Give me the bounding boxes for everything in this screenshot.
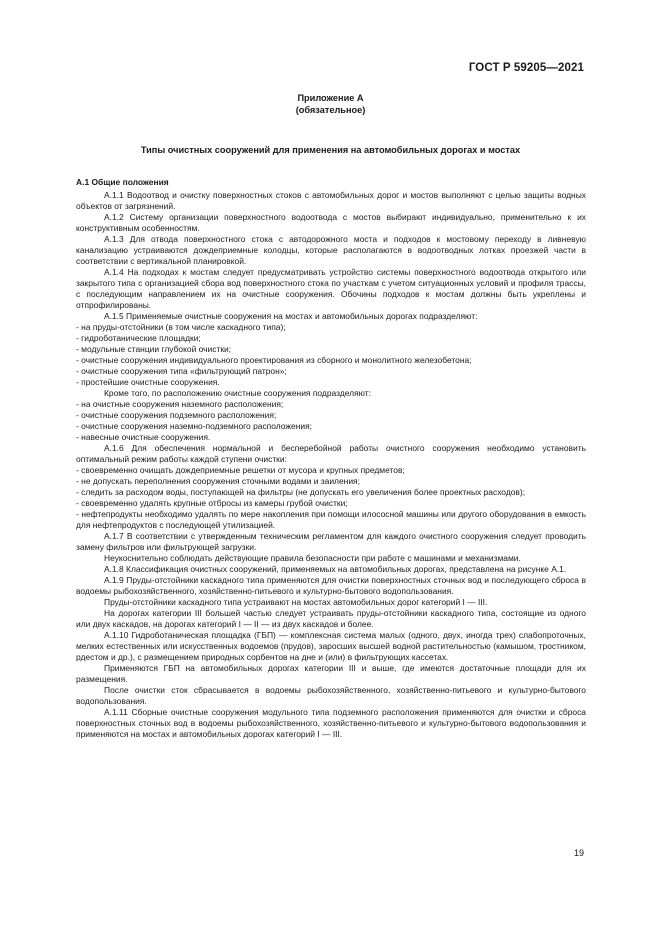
- annex-block: [0, 92, 661, 116]
- paragraph: Кроме того, по расположению очистные сооружения подразделяют:: [104, 387, 371, 398]
- paragraph: А.1.8 Классификация очистных сооружений, применяемых на автомобильных дорогах, представлена на рисунке А.1.: [104, 564, 567, 575]
- list-item: - очистные сооружения наземно-подземного расположения;: [76, 420, 312, 431]
- paragraph: Неукоснительно соблюдать действующие правила безопасности при работе с машинами и механизмами.: [104, 553, 521, 564]
- document-body: [76, 177, 586, 740]
- paragraph: А.1.7 В соответствии с утвержденным техническим регламентом для каждого очистного сооружения следует проводить замену фильтров или фильтрующей загрузки.: [76, 531, 586, 553]
- list-item: - простейшие очистные сооружения.: [76, 376, 220, 387]
- paragraph: А.1.6 Для обеспечения нормальной и бесперебойной работы очистного сооружения необходимо установить оптимальный режим работы каждой ступени очистки:: [76, 442, 586, 464]
- paragraph: А.1.2 Систему организации поверхностного водоотвода с мостов выбирают индивидуально, применительно к их конструктивным особенностям.: [76, 211, 586, 233]
- page-number: 19: [573, 848, 584, 858]
- list-item: - навесные очистные сооружения.: [76, 431, 211, 442]
- list-item: - нефтепродукты необходимо удалять по мере накопления при помощи илососной машины или другого оборудования в емкость для нефтепродуктов с последующей утилизацией.: [76, 508, 586, 530]
- list-item: - очистные сооружения типа «фильтрующий патрон»;: [76, 365, 287, 376]
- list-item: - не допускать переполнения сооружения сточными водами и заиления;: [76, 475, 360, 486]
- annex-heading: Типы очистных сооружений для применения на автомобильных дорогах и мостах: [140, 145, 521, 155]
- paragraph: А.1.5 Применяемые очистные сооружения на мостах и автомобильных дорогах подразделяют:: [104, 310, 478, 321]
- paragraph: Пруды-отстойники каскадного типа устраивают на мостах автомобильных дорог категорий I — III.: [104, 597, 488, 608]
- paragraph: На дорогах категории III большей частью следует устраивать пруды-отстойники каскадного типа, состоящие из одного или двух каскадов, на дорогах категорий I — II — из двух каскадов и более.: [76, 608, 586, 630]
- list-item: - очистные сооружения подземного расположения;: [76, 409, 277, 420]
- list-item: - следить за расходом воды, поступающей на фильтры (не допускать его увеличения более проектных расходов);: [76, 486, 526, 497]
- paragraph: А.1.4 На подходах к мостам следует предусматривать устройство системы поверхностного водоотвода открытого или закрытого типа с организацией сбора вод поверхностного стока по участкам с учетом ситуационных условий и профиля трассы, с последующим направлением их на очистные сооружения. Обочины подходов к мостам должны быть укреплены и отпрофилированы.: [76, 266, 586, 310]
- list-item: - на пруды-отстойники (в том числе каскадного типа);: [76, 321, 286, 332]
- section-title: А.1 Общие положения: [76, 177, 169, 187]
- paragraph: После очистки сток сбрасывается в водоемы рыбохозяйственного, хозяйственно-питьевого и культурно-бытового водопользования.: [76, 685, 586, 707]
- list-item: - на очистные сооружения наземного расположения;: [76, 398, 284, 409]
- paragraph: А.1.3 Для отвода поверхностного стока с автодорожного моста и подходов к мостовому переходу в ливневую канализацию устраиваются дождеприемные колодцы, которые располагаются в водоотводных лотках проезжей части в соответствии с вертикальной планировкой.: [76, 233, 586, 266]
- document-code: ГОСТ Р 59205—2021: [468, 62, 584, 74]
- annex-title: Приложение А: [297, 93, 364, 103]
- paragraph: А.1.11 Сборные очистные сооружения модульного типа подземного расположения применяются для очистки и сброса поверхностных сточных вод в водоемы рыбохозяйственного, хозяйственно-питьевого и культурно-бытового водопользования и применяются на мостах и автомобильных дорогах категорий I — III.: [76, 707, 586, 740]
- list-item: - своевременно удалять крупные отбросы из камеры грубой очистки;: [76, 497, 348, 508]
- list-item: - своевременно очищать дождеприемные решетки от мусора и крупных предметов;: [76, 464, 405, 475]
- paragraph: А.1.10 Гидроботаническая площадка (ГБП) — комплексная система малых (одного, двух, иногда трех) слабопроточных, мелких естественных или искусственных водоемов (прудов), заросших высшей водной растительностью (камышом, тростником, рдестом и др.), с размещением природных сорбентов на дне и (или) в фильтрующих кассетах.: [76, 630, 586, 663]
- list-item: - очистные сооружения индивидуального проектирования из сборного и монолитного железобетона;: [76, 354, 472, 365]
- paragraph: А.1.9 Пруды-отстойники каскадного типа применяются для очистки поверхностных сточных вод и последующего сброса в водоемы рыбохозяйственного, хозяйственно-питьевого и культурно-бытового водопользования.: [76, 575, 586, 597]
- list-item: - гидроботанические площадки;: [76, 332, 201, 343]
- annex-status: (обязательное): [295, 105, 366, 115]
- list-item: - модульные станции глубокой очистки;: [76, 343, 232, 354]
- paragraph: Применяются ГБП на автомобильных дорогах категории III и выше, где имеются достаточные площади для их размещения.: [76, 663, 586, 685]
- paragraph: А.1.1 Водоотвод и очистку поверхностных стоков с автомобильных дорог и мостов выполняют с целью защиты водных объектов от загрязнений.: [76, 189, 586, 211]
